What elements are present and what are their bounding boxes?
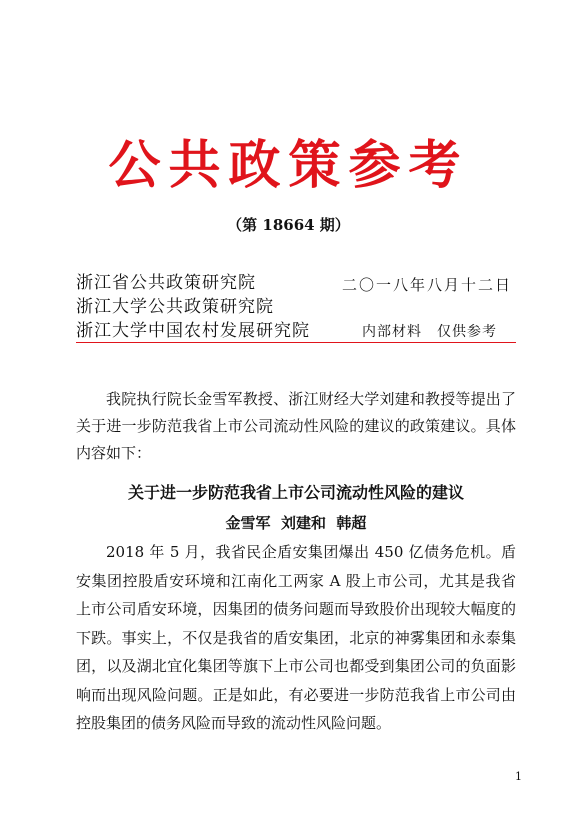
org-name-1: 浙江省公共政策研究院 bbox=[76, 273, 256, 293]
internal-note: 内部材料 仅供参考 bbox=[362, 324, 497, 340]
header-divider bbox=[76, 342, 516, 343]
intro-paragraph: 我院执行院长金雪军教授、浙江财经大学刘建和教授等提出了关于进一步防范我省上市公司流动性风险的建议的政策建议。具体内容如下： bbox=[76, 390, 516, 462]
article-title: 关于进一步防范我省上市公司流动性风险的建议 bbox=[127, 483, 464, 502]
org-name-3: 浙江大学中国农村发展研究院 bbox=[76, 321, 310, 341]
page-number: 1 bbox=[515, 770, 522, 783]
issue-number: （第 18664 期） bbox=[227, 216, 350, 234]
org-name-2: 浙江大学公共政策研究院 bbox=[76, 297, 274, 317]
article-authors: 金雪军 刘建和 韩超 bbox=[225, 514, 367, 532]
article-body-paragraph: 2018 年 5 月，我省民企盾安集团爆出 450 亿债务危机。盾安集团控股盾安环境和江南化工两家 A 股上市公司，尤其是我省上市公司盾安环境，因集团的债务问题而导致股价出现较大幅度的下跌。事实上，不仅是我省的盾安集团，北京的神雾集团和永泰集团，以及湖北宜化集团等旗下上市公司也都受到集团公司的负面影响而出现风险问题。正是如此，有必要进一步防范我省上市公司由控股集团的债务风险而导致的流动性风险问题。 bbox=[76, 543, 516, 732]
masthead-title: 公共政策参考 bbox=[108, 135, 469, 196]
issue-date: 二〇一八年八月十二日 bbox=[342, 276, 513, 294]
